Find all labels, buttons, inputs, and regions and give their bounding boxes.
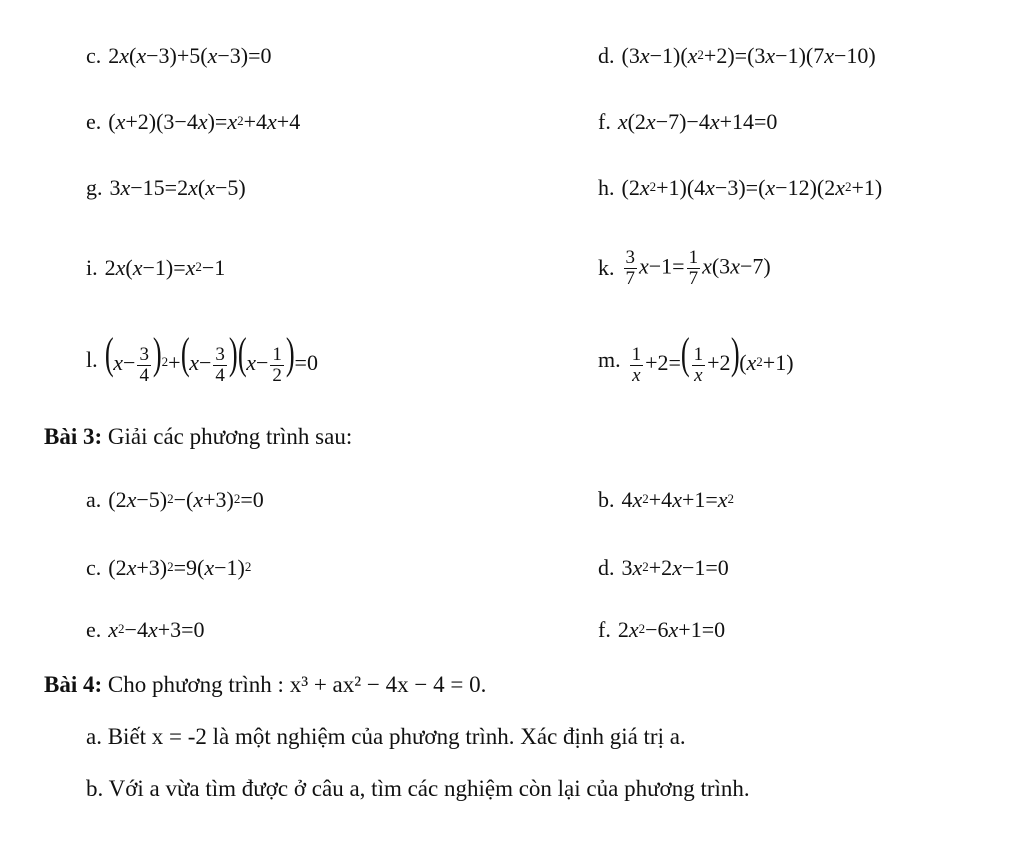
exercise-row	[0, 470, 1024, 530]
exercise-label: d.	[598, 43, 615, 68]
equation: $x^2-4x+3=0$	[108, 617, 205, 642]
bai3-exercise-a	[86, 470, 264, 530]
exercise-label: d.	[598, 555, 615, 580]
exercise-row	[0, 92, 1024, 152]
bai4-heading	[44, 672, 486, 698]
exercise-label: i.	[86, 255, 98, 280]
equation: $2x(x-1)=x^2-1$	[104, 255, 226, 280]
exercise-label: c.	[86, 555, 102, 580]
bai3-exercise-c	[86, 538, 251, 598]
exercise-label: g.	[86, 175, 103, 200]
bai3-exercise-e	[86, 600, 205, 660]
exercise-row	[0, 26, 1024, 86]
exercise-row	[0, 158, 1024, 218]
equation: 2x(x−3)+5(x−3)=0	[108, 43, 272, 68]
equation: x(2x−7)−4x+14=0	[617, 109, 778, 134]
bai3-title-text: Giải các phương trình sau:	[102, 424, 353, 449]
exercise-label: e.	[86, 109, 102, 134]
exercise-d	[598, 26, 876, 86]
exercise-label: l.	[86, 347, 98, 372]
exercise-l	[86, 330, 318, 390]
equation: $2x^2-6x+1=0$	[617, 617, 726, 642]
bai4-item-b: b. Với a vừa tìm được ở câu a, tìm các nghiệm còn lại của phương trình.	[86, 776, 750, 801]
exercise-label: c.	[86, 43, 102, 68]
exercise-label: m.	[598, 347, 621, 372]
equation: $(2x^2+1)(4x-3)=(x-12)(2x^2+1)$	[621, 175, 883, 200]
equation: $4x^2+4x+1=x^2$	[621, 487, 735, 512]
bai3-exercise-f	[598, 600, 725, 660]
equation: $(2x-5)^2-(x+3)^2=0$	[108, 487, 264, 512]
bai3-title-bold: Bài 3:	[44, 424, 103, 449]
bai3-heading	[44, 424, 352, 450]
exercise-label: h.	[598, 175, 615, 200]
exercise-e	[86, 92, 300, 152]
equation: $(x+2)(3-4x)=x^2+4x+4$	[108, 109, 301, 134]
exercise-c	[86, 26, 272, 86]
exercise-i	[86, 238, 225, 298]
equation: $3x^2+2x-1=0$	[621, 555, 729, 580]
exercise-row	[0, 238, 1024, 298]
equation: $\frac{1}{x}$ +2=( $\frac{1}{x}$ $+2)(x^2+1)$	[631, 329, 794, 386]
bai4-title-text: Cho phương trình : x³ + ax² − 4x − 4 = 0.	[102, 672, 487, 697]
exercise-f	[598, 92, 777, 152]
exercise-label: a.	[86, 487, 102, 512]
exercise-k	[598, 238, 771, 298]
equation: 3x−15=2x(x−5)	[109, 175, 246, 200]
exercise-label: f.	[598, 617, 611, 642]
equation: $(2x+3)^2=9(x-1)^2$	[108, 555, 252, 580]
equation: $(3x-1)(x^2+2)=(3x-1)(7x-10)$	[621, 43, 876, 68]
exercise-m	[598, 330, 794, 390]
exercise-row	[0, 538, 1024, 598]
exercise-label: b.	[598, 487, 615, 512]
bai4-title-bold: Bài 4:	[44, 672, 103, 697]
bai3-exercise-b	[598, 470, 734, 530]
exercise-label: e.	[86, 617, 102, 642]
equation: (x− $\frac{3}{4}$ )$^2$+(x− $\frac{3}{4}$ )(x− $\frac{1}{2}$ )=0	[104, 329, 318, 386]
exercise-label: f.	[598, 109, 611, 134]
exercise-row	[0, 600, 1024, 660]
exercise-h	[598, 158, 882, 218]
exercise-row	[0, 330, 1024, 390]
bai3-exercise-d	[598, 538, 729, 598]
equation: $\frac{3}{7}$ x−1= $\frac{1}{7}$ x(3x−7)	[625, 246, 771, 289]
exercise-g	[86, 158, 246, 218]
exercise-label: k.	[598, 255, 615, 280]
bai4-item-a: a. Biết x = -2 là một nghiệm của phương trình. Xác định giá trị a.	[86, 724, 686, 749]
